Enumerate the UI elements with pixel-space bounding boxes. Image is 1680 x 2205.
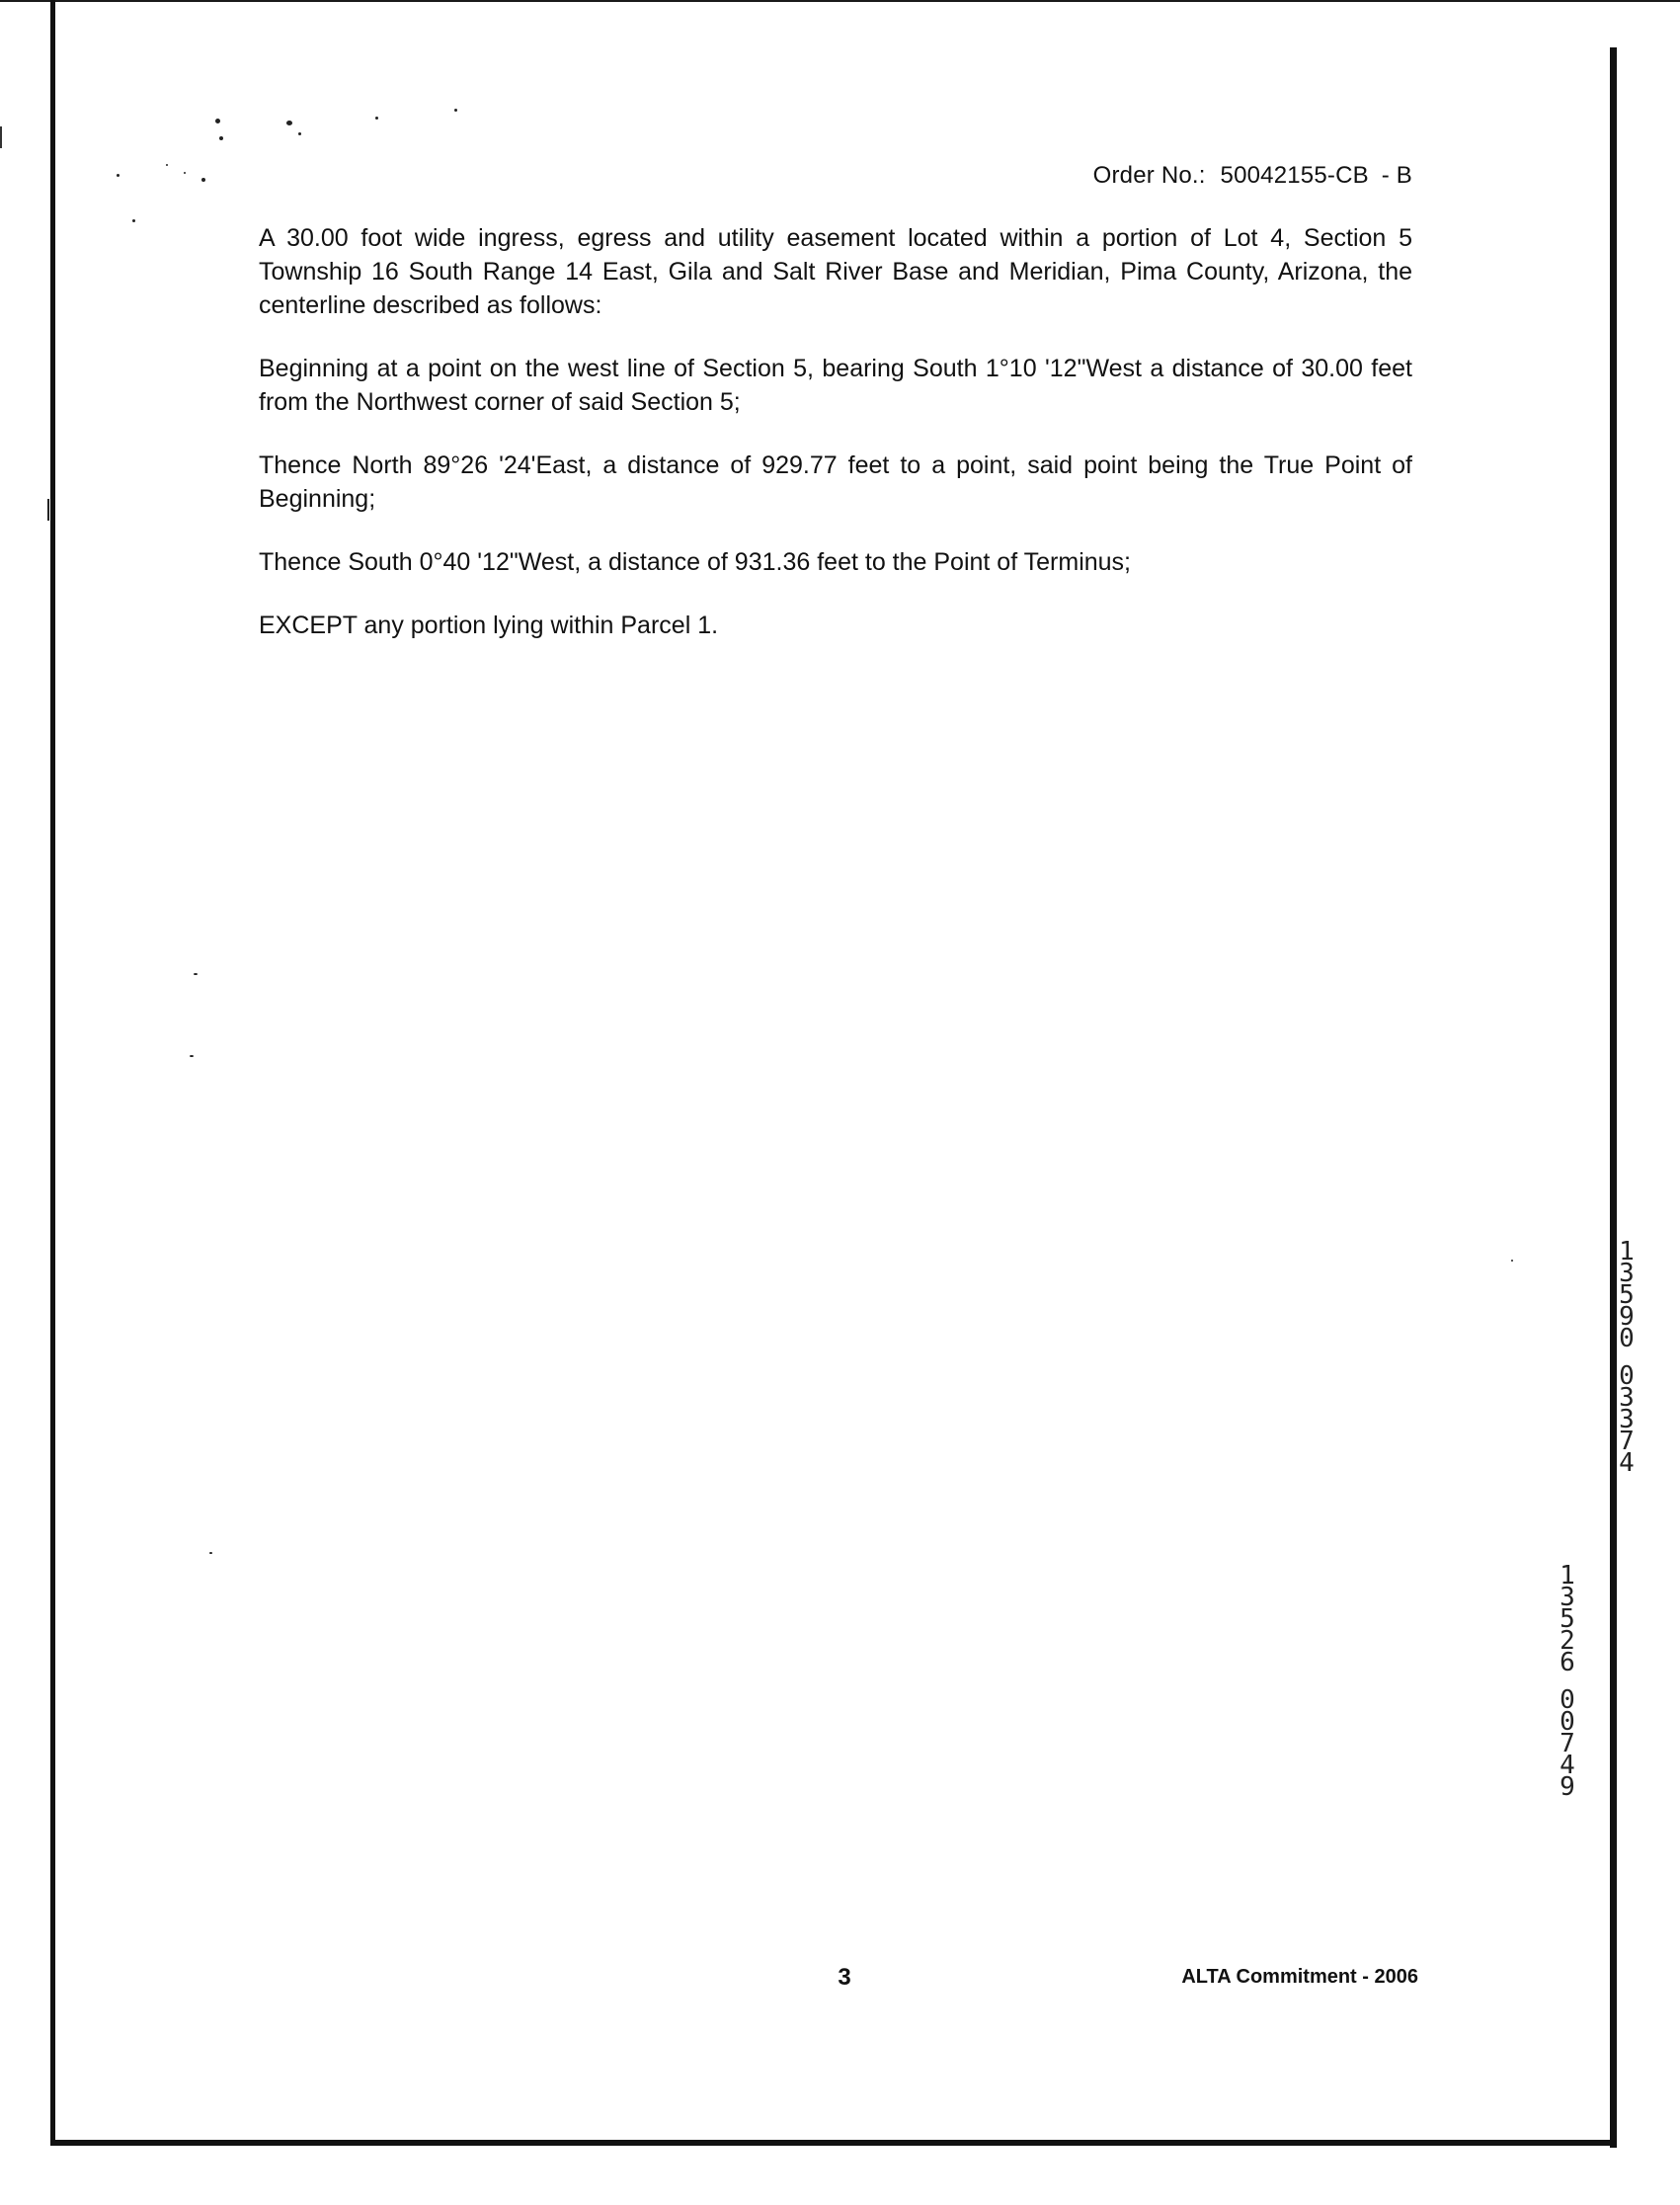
stamp-digit: 9 bbox=[1619, 1302, 1635, 1332]
legal-description bbox=[259, 221, 1412, 672]
stamp-digit: 0 bbox=[1619, 1324, 1635, 1353]
stamp-digit: 1 bbox=[1619, 1237, 1635, 1266]
scan-speck bbox=[132, 219, 135, 222]
scan-speck bbox=[286, 121, 292, 125]
order-number-suffix: - B bbox=[1381, 162, 1412, 189]
scan-speck bbox=[190, 1055, 194, 1057]
margin-mark bbox=[47, 499, 49, 521]
scan-speck bbox=[166, 164, 168, 166]
form-name: ALTA Commitment - 2006 bbox=[1181, 1966, 1418, 1988]
scan-border-bottom bbox=[50, 2140, 1617, 2146]
scan-speck bbox=[184, 172, 186, 174]
recording-stamp-1 bbox=[1612, 1237, 1641, 1478]
stamp-digit: 7 bbox=[1619, 1427, 1635, 1456]
stamp-digit: 1 bbox=[1560, 1561, 1575, 1591]
stamp-digit: 3 bbox=[1619, 1383, 1635, 1413]
stamp-digit: 5 bbox=[1619, 1280, 1635, 1310]
stamp-digit: 3 bbox=[1619, 1405, 1635, 1434]
stamp-digit: 9 bbox=[1560, 1772, 1575, 1802]
scan-speck bbox=[454, 109, 457, 112]
stamp-digit: 4 bbox=[1619, 1448, 1635, 1478]
stamp-digit: 5 bbox=[1560, 1604, 1575, 1634]
beginning-point-paragraph: Beginning at a point on the west line of Section 5, bearing South 1°10 '12"West a distance of 30.00 feet from the Northwest corner of said Section 5; bbox=[259, 355, 1412, 416]
scan-speck bbox=[209, 1552, 212, 1554]
stamp-digit: 4 bbox=[1560, 1751, 1575, 1780]
stamp-digit: 6 bbox=[1560, 1648, 1575, 1677]
stamp-digit: 7 bbox=[1560, 1729, 1575, 1758]
scan-speck bbox=[219, 136, 223, 140]
stamp-digit: 0 bbox=[1560, 1685, 1575, 1715]
stamp-digit: 3 bbox=[1619, 1259, 1635, 1288]
stamp-digit: 2 bbox=[1560, 1626, 1575, 1656]
scan-speck bbox=[298, 132, 301, 135]
stamp-digit: 0 bbox=[1560, 1707, 1575, 1737]
true-point-paragraph: Thence North 89°26 '24'East, a distance of 929.77 feet to a point, said point being the True Point of Beginning; bbox=[259, 451, 1412, 513]
scan-speck bbox=[375, 117, 378, 120]
easement-description-paragraph: A 30.00 foot wide ingress, egress and utility easement located within a portion of Lot 4, Section 5 Township 16 South Range 14 East, Gila and Salt River Base and Meridian, Pima County, Arizona, the centerline described as follows: bbox=[259, 224, 1412, 319]
scan-border-mark bbox=[0, 126, 2, 148]
scan-speck bbox=[215, 119, 220, 123]
scan-border-left bbox=[50, 0, 55, 2146]
scan-border-right bbox=[1610, 47, 1617, 2148]
exception-paragraph: EXCEPT any portion lying within Parcel 1. bbox=[259, 612, 719, 639]
order-number-label: Order No.: bbox=[1092, 162, 1206, 189]
scan-speck bbox=[201, 178, 205, 182]
terminus-paragraph: Thence South 0°40 '12"West, a distance of 931.36 feet to the Point of Terminus; bbox=[259, 548, 1131, 576]
scan-speck bbox=[1511, 1260, 1513, 1262]
stamp-digit: 0 bbox=[1619, 1361, 1635, 1391]
scan-speck bbox=[117, 174, 120, 177]
stamp-digit: 3 bbox=[1560, 1583, 1575, 1612]
recording-stamp-2 bbox=[1553, 1561, 1582, 1802]
order-number-line bbox=[988, 162, 1412, 190]
page-number: 3 bbox=[838, 1964, 851, 1991]
order-number-value: 50042155-CB bbox=[1220, 162, 1369, 189]
scan-speck bbox=[194, 973, 198, 975]
scan-border-top bbox=[0, 0, 1680, 2]
